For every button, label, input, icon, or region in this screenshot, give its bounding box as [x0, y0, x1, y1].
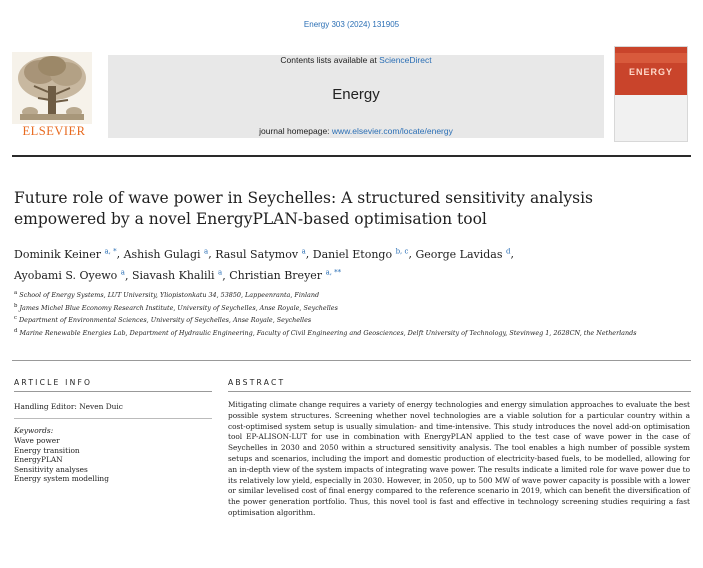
keyword[interactable]: Sensitivity analyses	[14, 464, 88, 474]
affiliation: $^b$ James Michel Blue Economy Research Institute, University of Seychelles, Anse Royale, Seychelles	[14, 302, 338, 312]
article-info-rule	[14, 391, 212, 392]
author-affiliation-marker[interactable]: a, *	[104, 247, 117, 255]
author-affiliation-marker[interactable]: a	[301, 247, 306, 255]
author-affiliation-marker[interactable]: d	[506, 247, 511, 255]
sciencedirect-link[interactable]: ScienceDirect	[379, 55, 432, 65]
abstract-rule	[228, 391, 691, 392]
affiliation: $^c$ Department of Environmental Sciences, University of Seychelles, Anse Royale, Seychelles	[14, 315, 312, 325]
author[interactable]: George Lavidas $^d$	[415, 247, 511, 261]
author[interactable]: Siavash Khalili $^a$	[131, 268, 223, 283]
header-rule	[12, 155, 691, 157]
journal-cover-thumbnail[interactable]	[614, 46, 688, 142]
abstract-heading: ABSTRACT	[228, 378, 286, 387]
author-affiliation-marker[interactable]: a	[120, 268, 125, 277]
homepage-line	[108, 126, 604, 136]
journal-reference[interactable]: Energy 303 (2024) 131905	[303, 20, 400, 29]
author-affiliation-marker[interactable]: b, c	[395, 247, 409, 255]
article-info-heading: ARTICLE INFO	[14, 378, 93, 387]
affiliation: $^a$ School of Energy Systems, LUT University, Yliopistonkatu 34, 53850, Lappeenranta, Finland	[14, 290, 320, 300]
author-list: Dominik Keiner $^{a, *}$, Ashish Gulagi $^a$, Rasul Satymov $^a$, Daniel Etongo $^{b, c}$, George Lavidas $^d$, Ayobami S. Oyewo $^a$, Siavash Khalili $^a$, Christian Breyer $^{a, **}$	[14, 247, 514, 283]
author-affiliation-marker[interactable]: a	[218, 268, 223, 277]
author[interactable]: Rasul Satymov $^a$	[215, 247, 306, 261]
contents-prefix: Contents lists available at	[280, 55, 377, 65]
keyword-list	[14, 436, 109, 484]
keyword[interactable]: EnergyPLAN	[14, 455, 63, 465]
section-divider	[12, 360, 691, 361]
handling-editor: Handling Editor: Neven Duic	[14, 402, 123, 411]
author-affiliation-marker[interactable]: a	[204, 247, 209, 255]
author[interactable]: Ayobami S. Oyewo $^a$	[14, 268, 125, 283]
contents-line	[108, 55, 604, 65]
cover-title: ENERGY	[628, 67, 673, 77]
abstract-text: Mitigating climate change requires a variety of energy technologies and energy simulation approaches to evaluate the best possible system structures. Screening whether novel technologies are a viable solution for a particular country within a cost-optimised system setup is usually simulation- and time-intensive. This study introduces the novel add-on optimisation tool EP-ALISON-LUT for use in combination with EnergyPLAN applied to the test case of wave power in the case of Seychelles in 2030 and 2050 within a structured sensitivity analysis. The tool enables a high number of possible system setups and scenarios, including the import and domestic production of electricity-based fuels, to be modelled, allowing for an in-depth view of the system impacts of integrating wave power. The results indicate a limited role for wave power due to its relatively low yield, especially in 2030. However, in 2050, up to 500 MW of wave power capacity is possible with a lower or similar levelised cost of final energy compared to the reference scenario in 2019, which can benefit the diversification of the power generation portfolio. Thus, this novel tool is fast and effective in technology screening studies requiring a fast optimisation algorithm.	[228, 400, 690, 517]
cover-stripe	[615, 53, 687, 63]
elsevier-wordmark: ELSEVIER	[22, 124, 86, 138]
author[interactable]: Daniel Etongo $^{b, c}$	[312, 247, 409, 261]
author[interactable]: Dominik Keiner $^{a, *}$	[14, 247, 117, 261]
homepage-link[interactable]: www.elsevier.com/locate/energy	[331, 126, 453, 136]
author-affiliation-marker[interactable]: a, **	[325, 268, 342, 277]
author[interactable]: Christian Breyer $^{a, **}$	[229, 268, 342, 283]
author[interactable]: Ashish Gulagi $^a$	[123, 247, 209, 261]
keyword[interactable]: Energy transition	[14, 445, 80, 455]
keywords-label: Keywords:	[14, 426, 54, 435]
homepage-prefix: journal homepage:	[259, 126, 330, 136]
affiliation-list	[14, 288, 674, 338]
journal-name: Energy	[332, 86, 380, 103]
keyword[interactable]: Wave power	[14, 436, 60, 445]
affiliation: $^d$ Marine Renewable Energies Lab, Department of Hydraulic Engineering, Faculty of Civil Engineering and Geosciences, Delft University of Technology, Stevinweg 1, 2628CN, the Netherlands	[14, 327, 637, 337]
keyword[interactable]: Energy system modelling	[14, 474, 109, 484]
keywords-rule	[14, 418, 212, 419]
article-title: Future role of wave power in Seychelles: A structured sensitivity analysis empowered by a novel EnergyPLAN-based optimisation tool	[14, 189, 593, 228]
